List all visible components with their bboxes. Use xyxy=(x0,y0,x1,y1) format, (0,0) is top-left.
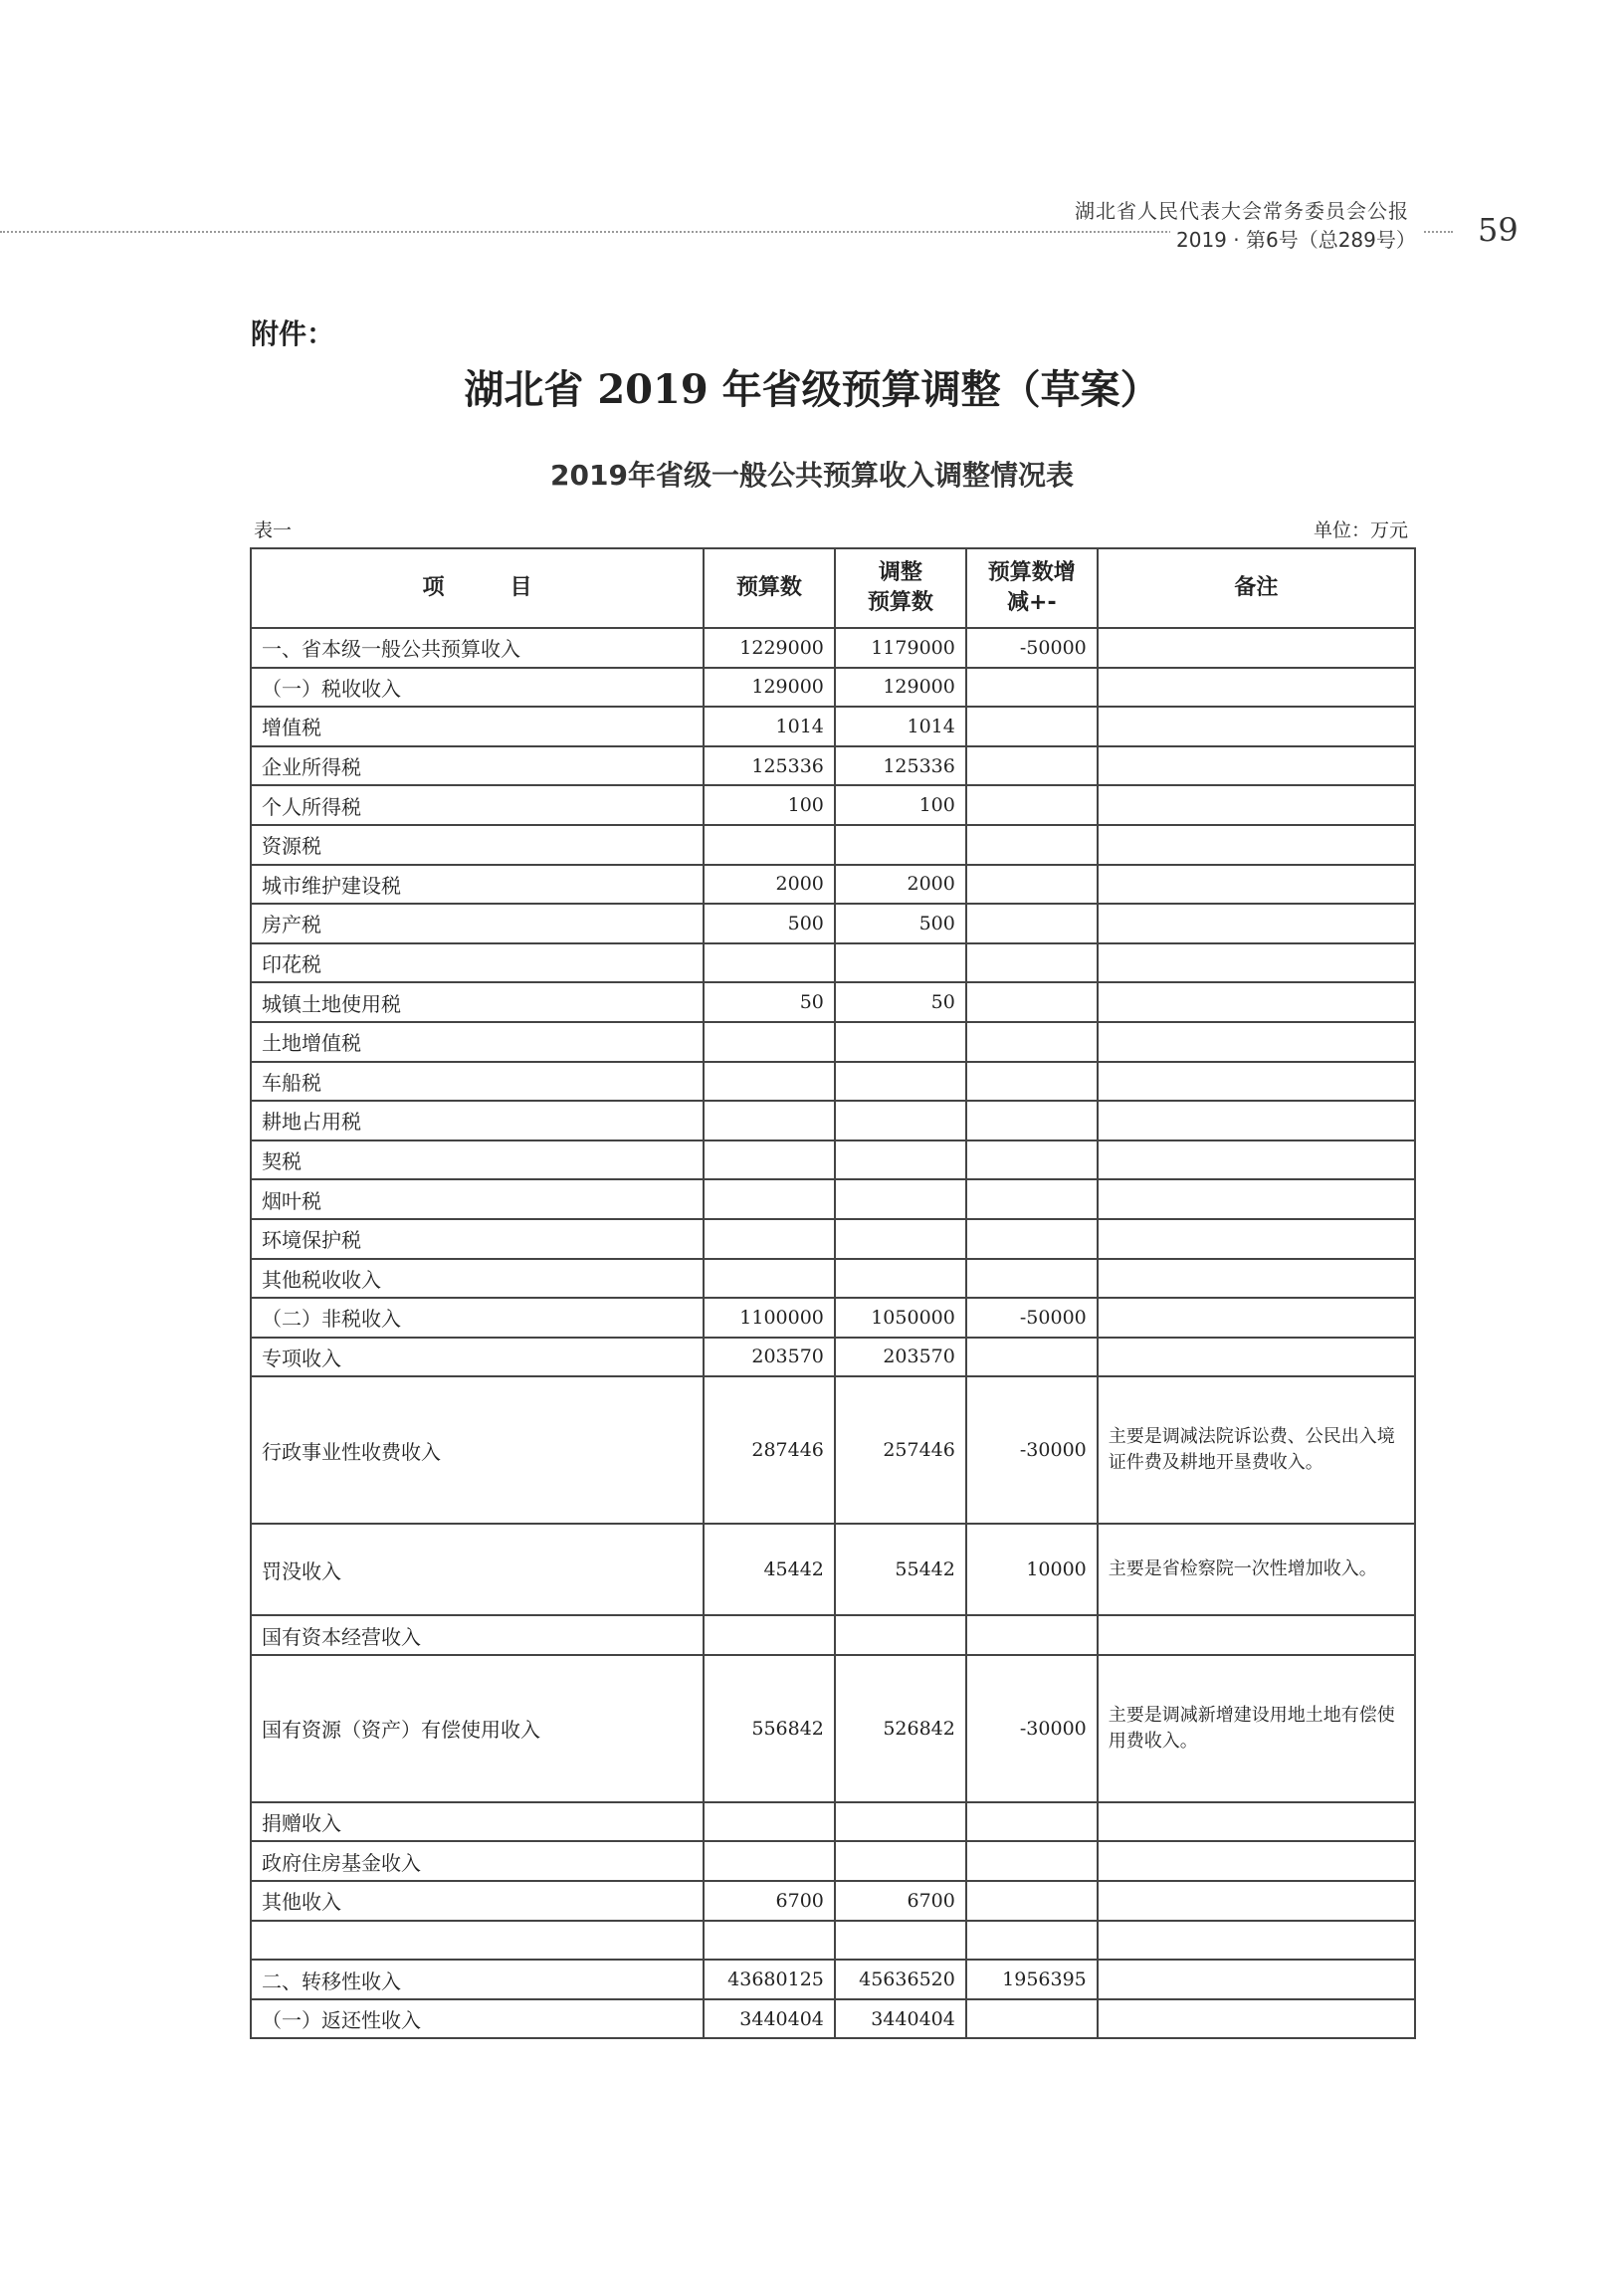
row-item: 资源税 xyxy=(251,825,704,865)
row-item: 一、省本级一般公共预算收入 xyxy=(251,628,704,668)
table-row xyxy=(251,668,1415,708)
table-row xyxy=(251,1259,1415,1299)
row-note xyxy=(1098,668,1415,708)
row-change xyxy=(966,1841,1098,1881)
row-budget xyxy=(704,1062,835,1102)
page-title: 湖北省 2019 年省级预算调整（草案） xyxy=(464,366,1160,413)
row-adjusted: 125336 xyxy=(835,746,966,786)
row-note: 主要是省检察院一次性增加收入。 xyxy=(1098,1524,1415,1615)
row-note xyxy=(1098,1921,1415,1961)
row-change xyxy=(966,1101,1098,1140)
row-item: 个人所得税 xyxy=(251,785,704,825)
table-row xyxy=(251,1219,1415,1259)
row-note xyxy=(1098,1298,1415,1338)
row-note xyxy=(1098,1881,1415,1921)
row-budget: 129000 xyxy=(704,668,835,708)
table-row xyxy=(251,1101,1415,1140)
row-item: 烟叶税 xyxy=(251,1179,704,1219)
row-item: 其他税收收入 xyxy=(251,1259,704,1299)
row-adjusted xyxy=(835,1022,966,1062)
row-budget xyxy=(704,1841,835,1881)
row-item: 政府住房基金收入 xyxy=(251,1841,704,1881)
row-change xyxy=(966,865,1098,905)
row-budget: 6700 xyxy=(704,1881,835,1921)
row-note xyxy=(1098,785,1415,825)
table-row xyxy=(251,943,1415,983)
row-budget xyxy=(704,1615,835,1655)
row-change xyxy=(966,1999,1098,2039)
row-adjusted: 1179000 xyxy=(835,628,966,668)
row-adjusted xyxy=(835,1219,966,1259)
row-note xyxy=(1098,943,1415,983)
row-adjusted: 55442 xyxy=(835,1524,966,1615)
row-item: 国有资本经营收入 xyxy=(251,1615,704,1655)
row-item: 车船税 xyxy=(251,1062,704,1102)
row-budget xyxy=(704,1022,835,1062)
row-item: （一）返还性收入 xyxy=(251,1999,704,2039)
row-adjusted xyxy=(835,1140,966,1180)
row-adjusted: 129000 xyxy=(835,668,966,708)
table-header-row xyxy=(251,548,1415,628)
table-row xyxy=(251,628,1415,668)
row-budget: 203570 xyxy=(704,1338,835,1377)
row-adjusted: 1050000 xyxy=(835,1298,966,1338)
row-item: 国有资源（资产）有偿使用收入 xyxy=(251,1655,704,1802)
row-adjusted xyxy=(835,1101,966,1140)
table-row xyxy=(251,1921,1415,1961)
budget-table xyxy=(250,547,1416,2039)
row-change xyxy=(966,943,1098,983)
row-note xyxy=(1098,825,1415,865)
row-budget: 1014 xyxy=(704,707,835,746)
table-row xyxy=(251,785,1415,825)
row-adjusted xyxy=(835,1615,966,1655)
table-row xyxy=(251,1140,1415,1180)
row-item: 契税 xyxy=(251,1140,704,1180)
row-adjusted: 50 xyxy=(835,982,966,1022)
table-number-label: 表一 xyxy=(254,519,293,541)
row-change xyxy=(966,1615,1098,1655)
row-adjusted xyxy=(835,1179,966,1219)
row-budget xyxy=(704,1259,835,1299)
row-budget: 1229000 xyxy=(704,628,835,668)
row-budget: 3440404 xyxy=(704,1999,835,2039)
row-change xyxy=(966,982,1098,1022)
row-note xyxy=(1098,628,1415,668)
row-budget: 50 xyxy=(704,982,835,1022)
row-adjusted xyxy=(835,1921,966,1961)
row-change xyxy=(966,1062,1098,1102)
row-adjusted xyxy=(835,1802,966,1842)
row-budget: 2000 xyxy=(704,865,835,905)
row-note xyxy=(1098,1219,1415,1259)
row-adjusted: 500 xyxy=(835,904,966,943)
row-change xyxy=(966,825,1098,865)
row-item: 捐赠收入 xyxy=(251,1802,704,1842)
row-budget: 556842 xyxy=(704,1655,835,1802)
row-budget: 43680125 xyxy=(704,1960,835,1999)
table-row xyxy=(251,1881,1415,1921)
row-adjusted: 100 xyxy=(835,785,966,825)
row-note xyxy=(1098,1101,1415,1140)
row-item: 耕地占用税 xyxy=(251,1101,704,1140)
row-item: 房产税 xyxy=(251,904,704,943)
row-change xyxy=(966,1219,1098,1259)
row-change: 10000 xyxy=(966,1524,1098,1615)
row-change xyxy=(966,1259,1098,1299)
table-row xyxy=(251,1179,1415,1219)
row-note xyxy=(1098,1022,1415,1062)
table-row xyxy=(251,865,1415,905)
row-budget xyxy=(704,1101,835,1140)
row-item: 专项收入 xyxy=(251,1338,704,1377)
row-item: 环境保护税 xyxy=(251,1219,704,1259)
row-item: 印花税 xyxy=(251,943,704,983)
row-change: 1956395 xyxy=(966,1960,1098,1999)
row-item: 二、转移性收入 xyxy=(251,1960,704,1999)
row-adjusted: 3440404 xyxy=(835,1999,966,2039)
row-change: -50000 xyxy=(966,628,1098,668)
row-adjusted: 2000 xyxy=(835,865,966,905)
row-item: 其他收入 xyxy=(251,1881,704,1921)
row-note xyxy=(1098,982,1415,1022)
table-row xyxy=(251,1841,1415,1881)
row-item: （二）非税收入 xyxy=(251,1298,704,1338)
row-adjusted: 45636520 xyxy=(835,1960,966,1999)
row-budget xyxy=(704,1921,835,1961)
table-row xyxy=(251,1062,1415,1102)
row-note xyxy=(1098,1338,1415,1377)
row-note xyxy=(1098,1140,1415,1180)
table-row xyxy=(251,1802,1415,1842)
table-row xyxy=(251,1524,1415,1615)
row-note xyxy=(1098,1179,1415,1219)
row-change xyxy=(966,785,1098,825)
row-budget xyxy=(704,825,835,865)
row-note xyxy=(1098,1841,1415,1881)
row-item: 增值税 xyxy=(251,707,704,746)
row-adjusted xyxy=(835,825,966,865)
table-row xyxy=(251,1298,1415,1338)
table-row xyxy=(251,1338,1415,1377)
column-header-adjusted: 调整 预算数 xyxy=(835,548,966,628)
row-change xyxy=(966,1921,1098,1961)
row-item: 城镇土地使用税 xyxy=(251,982,704,1022)
unit-label: 单位：万元 xyxy=(1314,519,1409,541)
row-budget: 287446 xyxy=(704,1376,835,1524)
row-change xyxy=(966,1140,1098,1180)
page-number: 59 xyxy=(1478,211,1519,249)
row-budget xyxy=(704,1219,835,1259)
row-budget: 45442 xyxy=(704,1524,835,1615)
attachment-label: 附件： xyxy=(251,317,335,350)
row-budget: 125336 xyxy=(704,746,835,786)
table-row xyxy=(251,1960,1415,1999)
row-note: 主要是调减法院诉讼费、公民出入境证件费及耕地开垦费收入。 xyxy=(1098,1376,1415,1524)
row-adjusted: 257446 xyxy=(835,1376,966,1524)
row-change xyxy=(966,707,1098,746)
table-row xyxy=(251,1999,1415,2039)
row-change xyxy=(966,904,1098,943)
row-note xyxy=(1098,865,1415,905)
row-note: 主要是调减新增建设用地土地有偿使用费收入。 xyxy=(1098,1655,1415,1802)
row-item: 土地增值税 xyxy=(251,1022,704,1062)
row-change xyxy=(966,746,1098,786)
row-note xyxy=(1098,1062,1415,1102)
row-budget: 100 xyxy=(704,785,835,825)
row-budget: 1100000 xyxy=(704,1298,835,1338)
row-budget xyxy=(704,1179,835,1219)
row-adjusted: 203570 xyxy=(835,1338,966,1377)
row-change xyxy=(966,668,1098,708)
table-body xyxy=(251,628,1415,2038)
row-budget xyxy=(704,1140,835,1180)
row-item: 行政事业性收费收入 xyxy=(251,1376,704,1524)
table-row xyxy=(251,707,1415,746)
table-row xyxy=(251,1022,1415,1062)
row-budget xyxy=(704,943,835,983)
row-change xyxy=(966,1338,1098,1377)
row-budget: 500 xyxy=(704,904,835,943)
column-header-item: 项 目 xyxy=(251,548,704,628)
row-adjusted: 1014 xyxy=(835,707,966,746)
table-row xyxy=(251,1376,1415,1524)
row-note xyxy=(1098,1615,1415,1655)
row-change xyxy=(966,1881,1098,1921)
row-change xyxy=(966,1802,1098,1842)
table-row xyxy=(251,904,1415,943)
row-change: -50000 xyxy=(966,1298,1098,1338)
column-header-budget: 预算数 xyxy=(704,548,835,628)
row-adjusted: 526842 xyxy=(835,1655,966,1802)
row-note xyxy=(1098,1999,1415,2039)
row-adjusted xyxy=(835,1062,966,1102)
row-note xyxy=(1098,1960,1415,1999)
row-change xyxy=(966,1022,1098,1062)
row-note xyxy=(1098,707,1415,746)
row-adjusted xyxy=(835,1259,966,1299)
row-adjusted xyxy=(835,943,966,983)
table-row xyxy=(251,982,1415,1022)
row-adjusted xyxy=(835,1841,966,1881)
table-row xyxy=(251,746,1415,786)
row-item: 企业所得税 xyxy=(251,746,704,786)
row-note xyxy=(1098,1259,1415,1299)
journal-issue: 2019 · 第6号（总289号） xyxy=(1170,224,1422,253)
row-change: -30000 xyxy=(966,1376,1098,1524)
row-change xyxy=(966,1179,1098,1219)
row-note xyxy=(1098,1802,1415,1842)
row-item xyxy=(251,1921,704,1961)
row-budget xyxy=(704,1802,835,1842)
row-item: 城市维护建设税 xyxy=(251,865,704,905)
row-item: （一）税收收入 xyxy=(251,668,704,708)
row-change: -30000 xyxy=(966,1655,1098,1802)
row-item: 罚没收入 xyxy=(251,1524,704,1615)
column-header-note: 备注 xyxy=(1098,548,1415,628)
journal-title: 湖北省人民代表大会常务委员会公报 xyxy=(1075,199,1409,223)
row-adjusted: 6700 xyxy=(835,1881,966,1921)
table-title: 2019年省级一般公共预算收入调整情况表 xyxy=(550,459,1074,492)
column-header-change: 预算数增 减+- xyxy=(966,548,1098,628)
table-row xyxy=(251,1615,1415,1655)
row-note xyxy=(1098,904,1415,943)
table-row xyxy=(251,1655,1415,1802)
table-row xyxy=(251,825,1415,865)
row-note xyxy=(1098,746,1415,786)
